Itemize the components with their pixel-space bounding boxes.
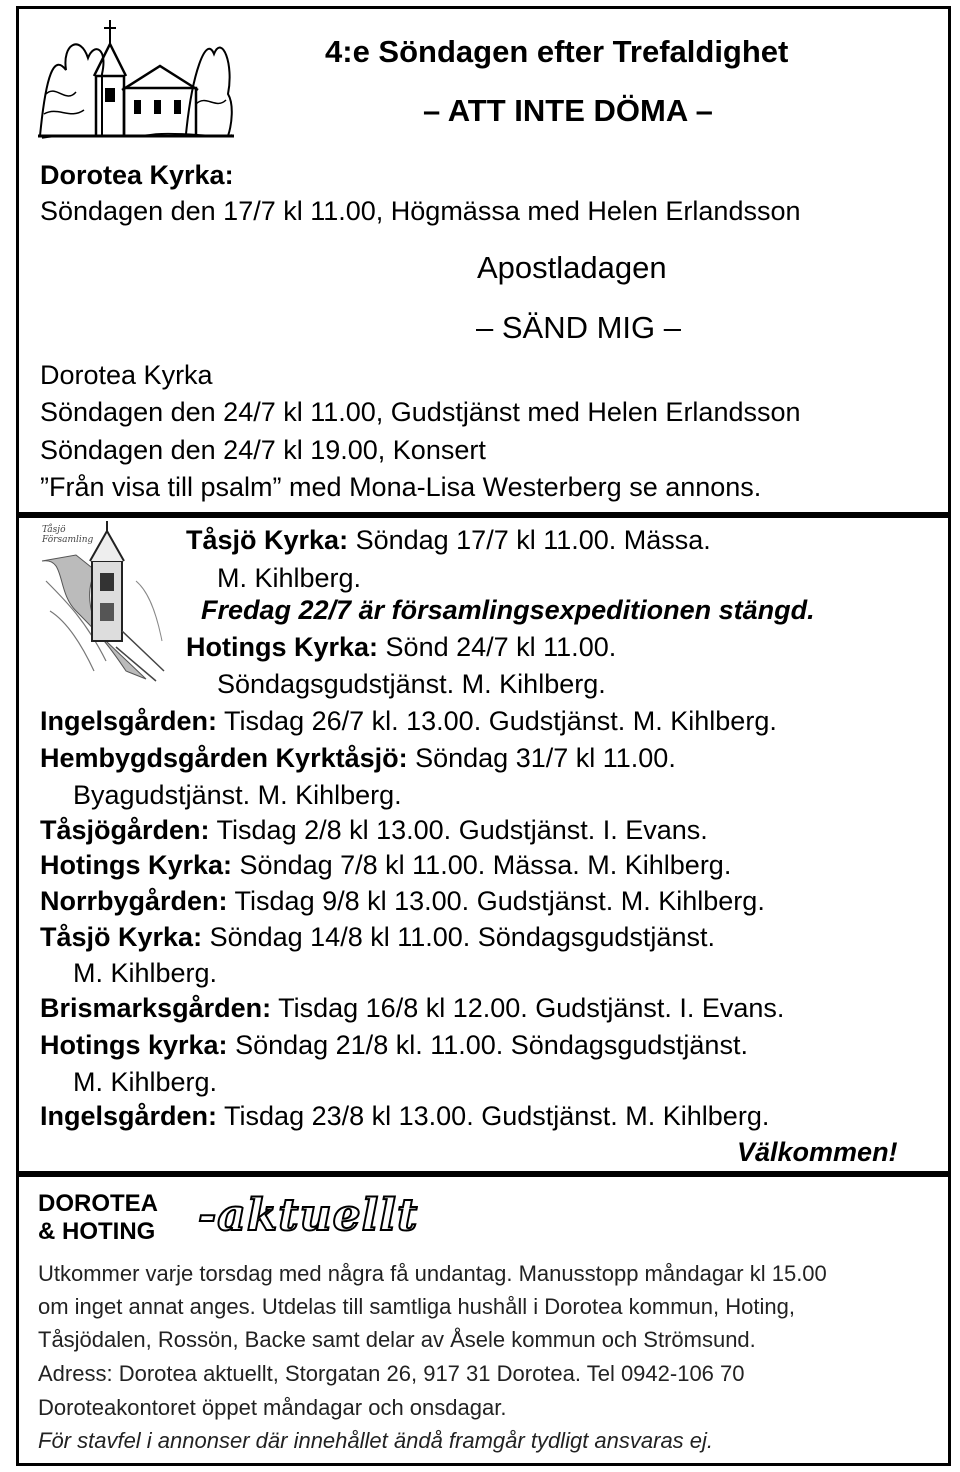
welcome-text: Välkommen!	[737, 1137, 898, 1167]
masthead-line-1: DOROTEA	[38, 1190, 158, 1217]
listing-11: Hotings kyrka: Söndag 21/8 kl. 11.00. Söndagsgudstjänst.	[40, 1030, 748, 1060]
section-publication-info	[16, 1174, 951, 1466]
service-line-2c: ”Från visa till psalm” med Mona-Lisa Westerberg se annons.	[40, 472, 762, 502]
info-line-4: Adress: Dorotea aktuellt, Storgatan 26, 917 31 Dorotea. Tel 0942-106 70	[38, 1361, 745, 1386]
church-heading-2: Dorotea Kyrka	[40, 360, 213, 390]
masthead-wordmark: -aktuellt	[198, 1190, 419, 1241]
church-map-logo-icon	[36, 521, 168, 683]
service-line-2a: Söndagen den 24/7 kl 11.00, Gudstjänst med Helen Erlandsson	[40, 397, 801, 427]
listing-6: Tåsjögården: Tisdag 2/8 kl 13.00. Gudstjänst. I. Evans.	[40, 815, 708, 845]
listing-9: Tåsjö Kyrka: Söndag 14/8 kl 11.00. Söndagsgudstjänst.	[40, 922, 715, 952]
listing-1: Tåsjö Kyrka: Söndag 17/7 kl 11.00. Mässa.	[186, 525, 711, 555]
listing-8: Norrbygården: Tisdag 9/8 kl 13.00. Gudstjänst. M. Kihlberg.	[40, 886, 765, 916]
church-heading: Dorotea Kyrka:	[40, 160, 234, 190]
church-logo-text: Tåsjö Församling	[42, 525, 94, 545]
info-line-6: För stavfel i annonser där innehållet ändå framgår tydligt ansvaras ej.	[38, 1428, 714, 1453]
listing-5: Hembygdsgården Kyrktåsjö: Söndag 31/7 kl 11.00.	[40, 743, 676, 773]
listing-10: Brismarksgården: Tisdag 16/8 kl 12.00. Gudstjänst. I. Evans.	[40, 993, 785, 1023]
info-line-1: Utkommer varje torsdag med några få undantag. Manusstopp måndagar kl 15.00	[38, 1261, 827, 1286]
listing-4: Ingelsgården: Tisdag 26/7 kl. 13.00. Gudstjänst. M. Kihlberg.	[40, 706, 777, 736]
church-drawing-icon	[36, 14, 236, 140]
info-line-2: om inget annat anges. Utdelas till samtliga hushåll i Dorotea kommun, Hoting,	[38, 1294, 795, 1319]
masthead-line-2: & HOTING	[38, 1218, 156, 1245]
sunday-theme-2: – SÄND MIG –	[476, 310, 681, 345]
listing-7: Hotings Kyrka: Söndag 7/8 kl 11.00. Mässa. M. Kihlberg.	[40, 850, 732, 880]
info-line-5: Doroteakontoret öppet måndagar och onsdagar.	[38, 1395, 507, 1420]
listing-3-cont: Söndagsgudstjänst. M. Kihlberg.	[217, 669, 606, 699]
service-line-2b: Söndagen den 24/7 kl 19.00, Konsert	[40, 435, 486, 465]
listing-3: Hotings Kyrka: Sönd 24/7 kl 11.00.	[186, 632, 617, 662]
sunday-theme: – ATT INTE DÖMA –	[423, 93, 713, 128]
sunday-title-2: Apostladagen	[477, 250, 667, 285]
info-line-3: Tåsjödalen, Rossön, Backe samt delar av Åsele kommun och Strömsund.	[38, 1327, 756, 1352]
sunday-title: 4:e Söndagen efter Trefaldighet	[325, 34, 789, 69]
listing-12: Ingelsgården: Tisdag 23/8 kl 13.00. Gudstjänst. M. Kihlberg.	[40, 1101, 770, 1131]
office-closed-notice: Fredag 22/7 är församlingsexpeditionen stängd.	[201, 595, 815, 625]
service-line: Söndagen den 17/7 kl 11.00, Högmässa med Helen Erlandsson	[40, 196, 801, 226]
listing-9-cont: M. Kihlberg.	[73, 958, 218, 988]
listing-11-cont: M. Kihlberg.	[73, 1067, 218, 1097]
listing-5-cont: Byagudstjänst. M. Kihlberg.	[73, 780, 402, 810]
listing-1-cont: M. Kihlberg.	[217, 563, 362, 593]
